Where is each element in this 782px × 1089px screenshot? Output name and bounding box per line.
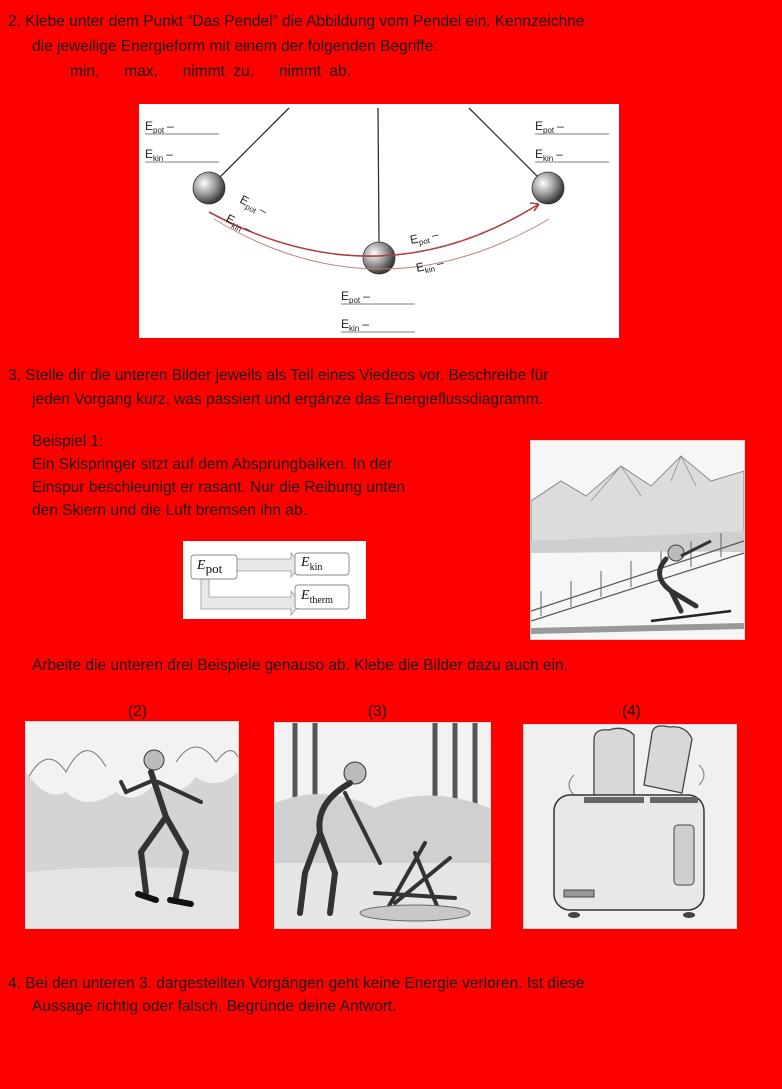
toaster-image [523, 724, 737, 929]
flow-target-therm: $E_{therm}$ [301, 588, 333, 606]
example-line-1: Ein Skispringer sitzt auf dem Absprungbalken. In der [32, 456, 393, 473]
ski-jumper-image [530, 440, 745, 640]
example-line-2: Einspur beschleunigt er rasant. Nur die Reibung unten [32, 479, 406, 496]
runner-image [25, 721, 239, 929]
task2-terms [70, 62, 351, 81]
label-ekin-arc-left: $E_{kin}-$ [223, 211, 255, 237]
instruction: Arbeite die unteren drei Beispiele genauso ab. Klebe die Bilder dazu auch ein. [32, 657, 568, 674]
label-ekin-bottom: $E_{kin}$ – [341, 317, 369, 333]
task3-line1: 3. Stelle dir die unteren Bilder jeweils als Teil eines Viedeos vor. Beschreibe für [8, 367, 549, 384]
example-line-3: den Skiern und die Luft bremsen ihn ab. [32, 502, 307, 519]
label-epot-arc-left: $E_{pot}-$ [237, 192, 270, 219]
term-nimmt-zu: nimmt zu, [182, 63, 254, 80]
label-epot-arc-right: $E_{pot}-$ [408, 227, 440, 248]
picture-label-4: (4) [622, 703, 641, 720]
pendulum-figure [139, 104, 619, 338]
label-ekin-topleft: $E_{kin}$ – [145, 147, 173, 163]
label-epot-topright: $E_{pot}$ – [535, 119, 564, 135]
task3-line2: jeden Vorgang kurz, was passiert und ergänze das Energieflussdiagramm. [32, 391, 543, 408]
flow-target-kin: $E_{kin}$ [301, 555, 323, 573]
term-max: max, [124, 63, 158, 80]
string-right [469, 108, 539, 178]
ball-left [193, 172, 225, 204]
label-ekin-arc-right: $E_{kin}-$ [414, 255, 445, 276]
label-epot-topleft: $E_{pot}$ – [145, 119, 174, 135]
term-nimmt-ab: nimmt ab. [278, 63, 351, 80]
task4-line2: Aussage richtig oder falsch. Begründe deine Antwort. [32, 998, 397, 1015]
pendulum-svg [139, 104, 619, 338]
example-title: Beispiel 1: [32, 433, 104, 450]
task2-line2: die jeweilige Energieform mit einem der folgenden Begriffe: [32, 38, 438, 55]
picture-label-2: (2) [128, 703, 147, 720]
campfire-image [274, 722, 491, 929]
task2-line1: 2. Klebe unter dem Punkt “Das Pendel” die Abbildung vom Pendel ein. Kennzeichne [8, 13, 585, 30]
label-epot-bottom: $E_{pot}$ – [341, 289, 370, 305]
string-middle [378, 108, 379, 242]
term-min: min, [70, 63, 100, 80]
string-left [219, 108, 289, 178]
flow-source: $E_{pot}$ [197, 558, 223, 576]
ball-right [532, 172, 564, 204]
picture-label-3: (3) [368, 703, 387, 720]
label-ekin-topright: $E_{kin}$ – [535, 147, 563, 163]
energy-flow-diagram [183, 541, 366, 619]
task4-line1: 4. Bei den unteren 3. dargestellten Vorgängen geht keine Energie verloren. Ist diese [8, 975, 585, 992]
flow-arrows [183, 541, 366, 619]
